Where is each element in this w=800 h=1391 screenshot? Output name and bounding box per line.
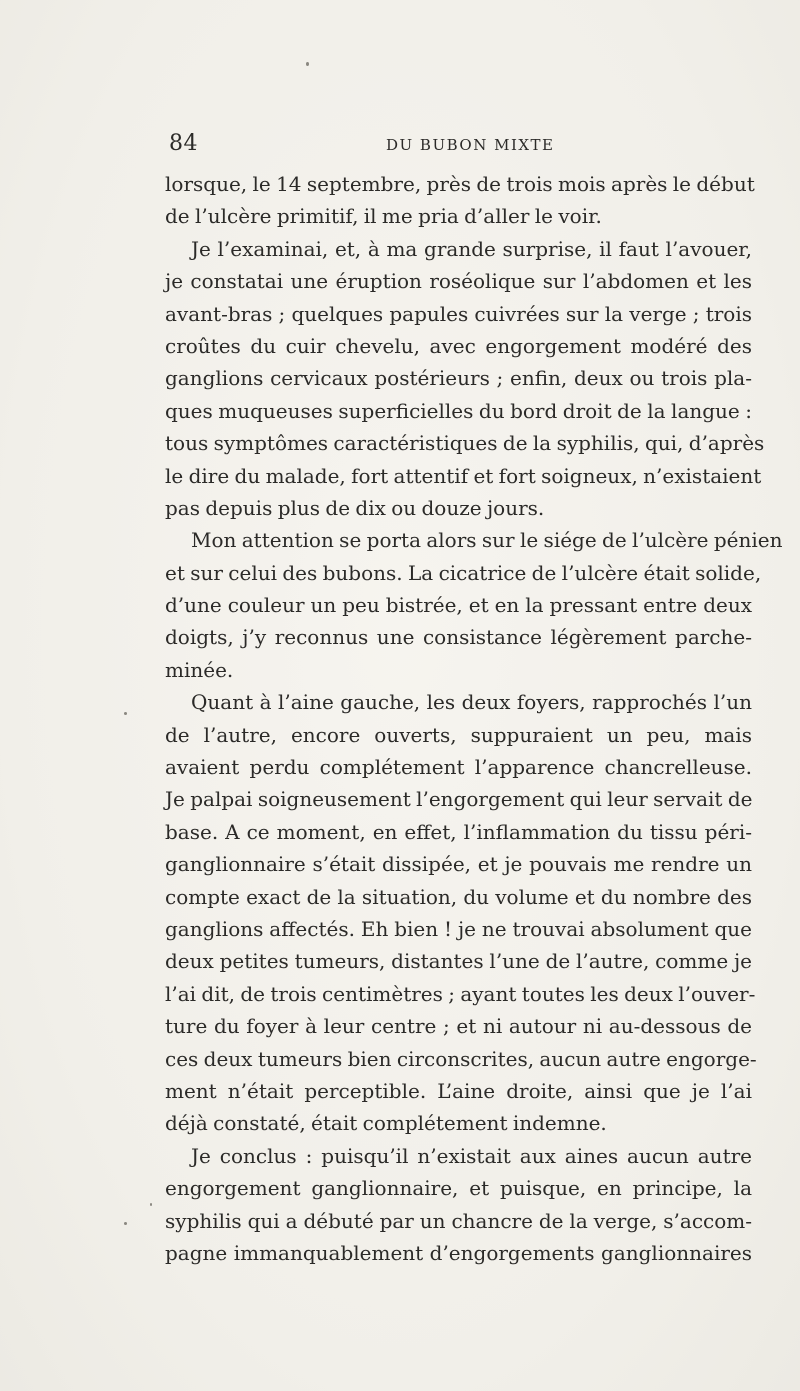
text-line: Mon attention se porta alors sur le siége de l’ulcère pénien — [191, 528, 783, 553]
text-line: Je l’examinai, et, à ma grande surprise, il faut l’avouer, — [191, 236, 752, 261]
text-line: avaient perdu complétement l’apparence chancrelleuse. — [165, 755, 752, 780]
page-header — [164, 131, 752, 161]
page-number: 84 — [169, 131, 198, 156]
text-line: Je palpai soigneusement l’engorgement qui leur servait de — [165, 787, 753, 812]
ink-speck — [124, 1222, 127, 1225]
text-line: pas depuis plus de dix ou douze jours. — [165, 495, 545, 520]
text-line: croûtes du cuir chevelu, avec engorgement modéré des — [165, 333, 752, 358]
text-line: ques muqueuses superficielles du bord droit de la langue : — [165, 398, 752, 423]
text-line: ganglions cervicaux postérieurs ; enfin, deux ou trois pla- — [165, 366, 752, 391]
ink-speck — [150, 1203, 152, 1206]
text-line: doigts, j’y reconnus une consistance légèrement parche- — [165, 625, 752, 650]
text-line: ganglionnaire s’était dissipée, et je pouvais me rendre un — [165, 852, 752, 877]
text-line: ces deux tumeurs bien circonscrites, aucun autre engorge- — [165, 1046, 757, 1071]
text-line: syphilis qui a débuté par un chancre de la verge, s’accom- — [165, 1208, 752, 1233]
text-line: ture du foyer à leur centre ; et ni autour ni au-dessous de — [165, 1014, 752, 1039]
text-line: ment n’était perceptible. L’aine droite, ainsi que je l’ai — [165, 1078, 752, 1103]
text-line: lorsque, le 14 septembre, près de trois mois après le début — [165, 172, 755, 196]
text-line: compte exact de la situation, du volume et du nombre des — [165, 884, 752, 909]
text-line: l’ai dit, de trois centimètres ; ayant toutes les deux l’ouver- — [165, 981, 756, 1006]
text-line: de l’ulcère primitif, il me pria d’aller le voir. — [165, 204, 602, 229]
ink-speck — [124, 712, 127, 715]
text-line: Je conclus : puisqu’il n’existait aux aines aucun autre — [191, 1143, 752, 1168]
text-line: minée. — [165, 657, 234, 682]
text-line: pagne immanquablement d’engorgements ganglionnaires — [165, 1240, 752, 1265]
text-line: et sur celui des bubons. La cicatrice de l’ulcère était solide, — [165, 560, 762, 585]
text-line: de l’autre, encore ouverts, suppuraient un peu, mais — [165, 722, 752, 747]
running-head: DU BUBON MIXTE — [386, 136, 555, 154]
text-line: je constatai une éruption roséolique sur l’abdomen et les — [165, 269, 752, 294]
text-line: Quant à l’aine gauche, les deux foyers, rapprochés l’un — [191, 690, 752, 715]
body-text — [165, 168, 783, 1269]
text-line: avant-bras ; quelques papules cuivrées sur la verge ; trois — [165, 301, 752, 326]
text-line: le dire du malade, fort attentif et fort soigneux, n’existaient — [165, 463, 762, 488]
text-line: déjà constaté, était complétement indemne. — [165, 1111, 607, 1136]
ink-speck — [306, 62, 309, 66]
text-line: engorgement ganglionnaire, et puisque, en principe, la — [165, 1176, 752, 1201]
text-line: ganglions affectés. Eh bien ! je ne trouvai absolument que — [165, 916, 752, 941]
text-line: deux petites tumeurs, distantes l’une de l’autre, comme je — [165, 949, 752, 974]
text-line: d’une couleur un peu bistrée, et en la pressant entre deux — [165, 593, 752, 618]
text-line: tous symptômes caractéristiques de la syphilis, qui, d’après — [165, 431, 765, 456]
text-line: base. A ce moment, en effet, l’inflammation du tissu péri- — [165, 819, 752, 844]
